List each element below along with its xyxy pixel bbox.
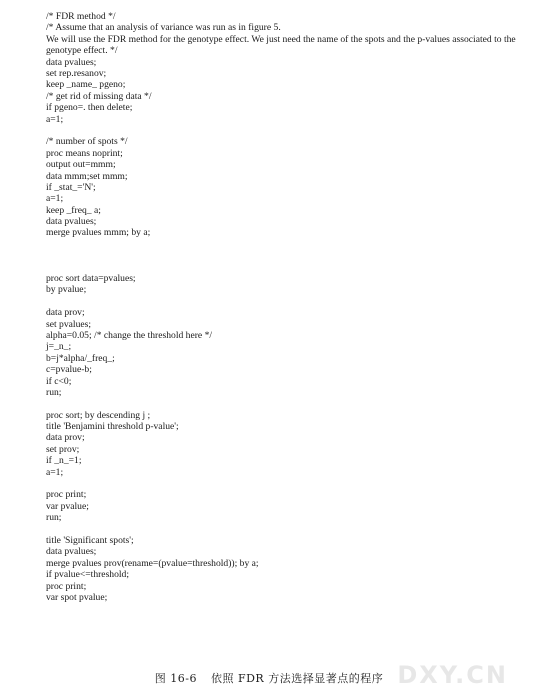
code-line: if pvalue<=threshold; [46, 569, 130, 581]
code-line: data pvalues; [46, 56, 97, 68]
code-line: /* get rid of missing data */ [46, 90, 152, 102]
code-line: We will use the FDR method for the genotype effect. We just need the name of the spots and the p-values associated to the genotype effect. */ [46, 33, 516, 57]
code-line: b=j*alpha/_freq_; [46, 352, 115, 364]
code-line: set pvalues; [46, 318, 92, 330]
code-line: title 'Significant spots'; [46, 535, 134, 546]
code-line: /* Assume that an analysis of variance was run as in figure 5. [46, 22, 281, 34]
code-line: keep _name_ pgeno; [46, 79, 126, 91]
code-line [46, 250, 516, 261]
code-line [46, 478, 516, 489]
code-line [46, 239, 516, 250]
code-line: proc sort data=pvalues; [46, 273, 136, 285]
code-line: if pgeno=. then delete; [46, 102, 133, 114]
sas-code-listing [46, 11, 516, 603]
figure-number: 图 16-6 [154, 672, 197, 685]
code-line [46, 398, 516, 409]
code-line: a=1; [46, 466, 64, 478]
code-line: keep _freq_ a; [46, 204, 101, 216]
code-line: var pvalue; [46, 500, 89, 512]
code-line: data pvalues; [46, 546, 97, 558]
code-line: a=1; [46, 193, 64, 205]
code-line: c=pvalue-b; [46, 364, 92, 376]
code-line: set prov; [46, 443, 80, 455]
code-line: /* number of spots */ [46, 136, 128, 148]
code-line: data pvalues; [46, 216, 97, 228]
code-line: data mmm;set mmm; [46, 170, 128, 182]
code-line: merge pvalues mmm; by a; [46, 227, 151, 239]
watermark-logo: DXY.CN [397, 661, 508, 689]
code-line [46, 524, 516, 535]
code-line: /* FDR method */ [46, 11, 116, 22]
code-line: run; [46, 386, 62, 398]
code-line [46, 125, 516, 136]
code-line: data prov; [46, 432, 85, 444]
code-line: proc print; [46, 489, 87, 501]
code-line: proc means noprint; [46, 147, 123, 159]
code-line [46, 262, 516, 273]
code-line: j=_n_; [46, 341, 72, 353]
code-line: alpha=0.05; /* change the threshold here */ [46, 329, 213, 341]
code-line: title 'Benjamini threshold p-value'; [46, 421, 179, 433]
code-line: a=1; [46, 113, 64, 125]
figure-caption-text: 依照 FDR 方法选择显著点的程序 [210, 672, 384, 685]
code-line: if _stat_='N'; [46, 181, 96, 193]
code-line: merge pvalues prov(rename=(pvalue=threshold)); by a; [46, 557, 259, 569]
code-line: proc print; [46, 580, 87, 592]
code-line: run; [46, 512, 62, 524]
code-line: var spot pvalue; [46, 591, 108, 603]
code-line: if _n_=1; [46, 455, 82, 467]
code-line: output out=mmm; [46, 159, 116, 171]
code-line [46, 296, 516, 307]
code-line: if c<0; [46, 375, 72, 387]
code-line: set rep.resanov; [46, 67, 107, 79]
code-line: by pvalue; [46, 284, 87, 296]
code-line: proc sort; by descending j ; [46, 409, 151, 421]
code-line: data prov; [46, 307, 85, 319]
